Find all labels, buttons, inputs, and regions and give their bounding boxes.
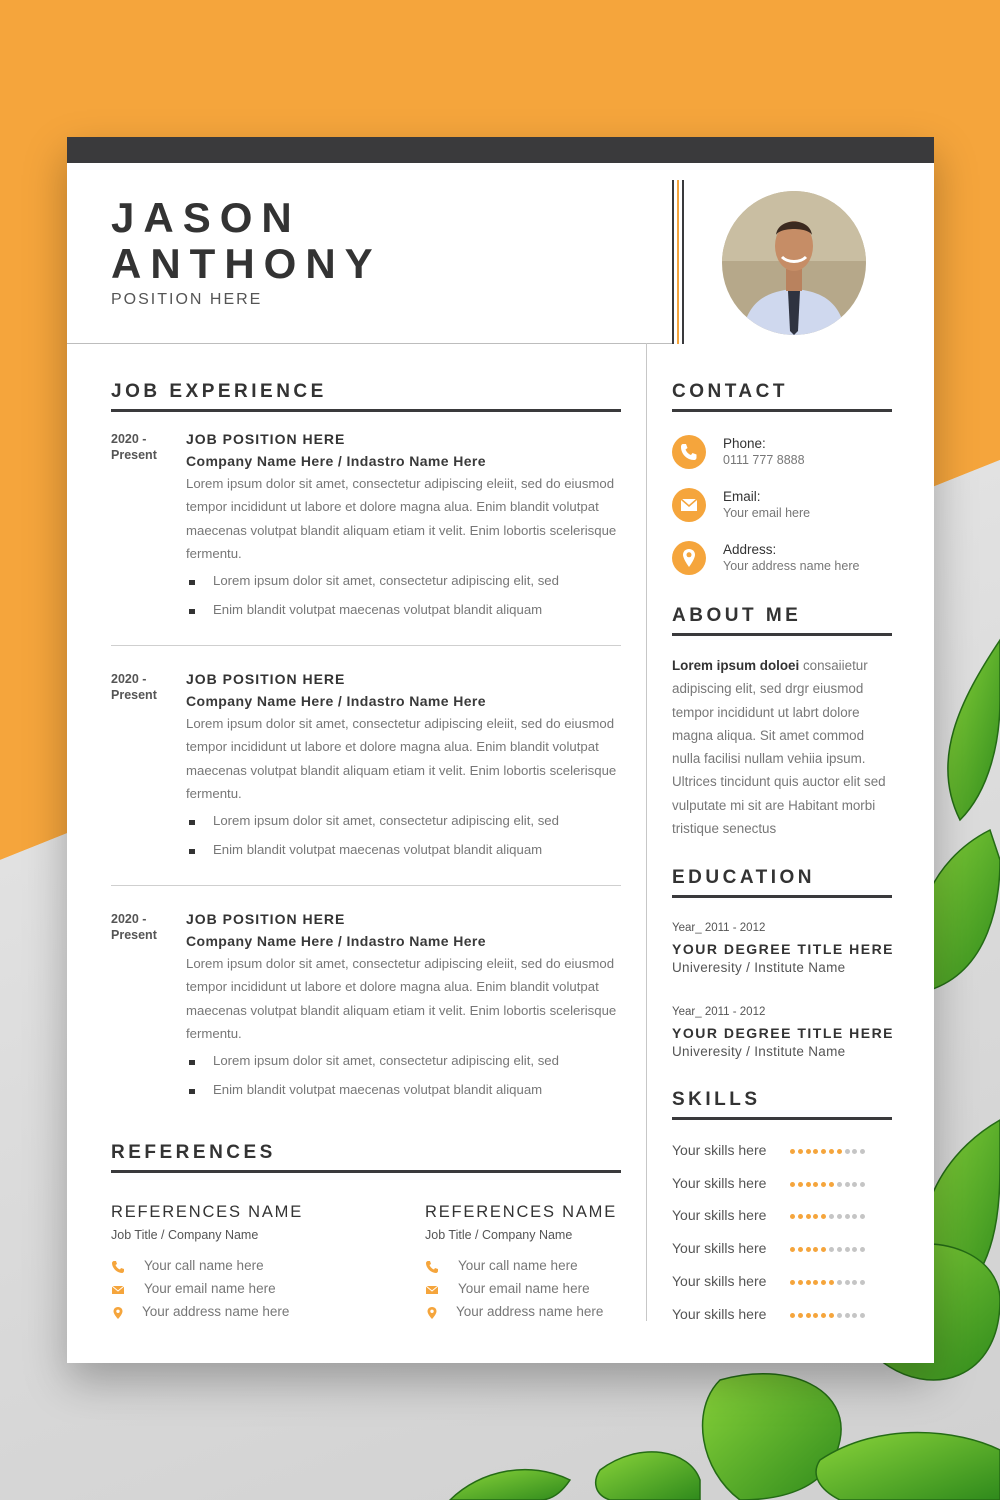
skill-name: Your skills here — [672, 1142, 767, 1158]
skill-dot — [821, 1280, 826, 1285]
skill-dot — [806, 1247, 811, 1252]
job-description: Lorem ipsum dolor sit amet, consectetur adipiscing eleiit, sed do eiusmod tempor incididunt ut labore et dolore magna alua. Enim blandit volutpat maecenas volutpat blandit aliquam etiam it velit. Enim lobortis scelerisque fermentu. — [186, 956, 617, 1042]
contact-phone-label: Phone: — [723, 436, 766, 451]
job-company: Company Name Here / Indastro Name Here — [186, 933, 486, 949]
skill-dot — [845, 1280, 850, 1285]
contact-address-label: Address: — [723, 542, 777, 557]
about-body: consaiietur adipiscing elit, sed drgr eiusmod tempor incididunt ut labrt dolore magna aliqua. Sit amet commod nulla facilisi nullam vehiia ipsum. Ultrices tincidunt quis auctor elit sed vulputate mi sit are Habitant morbi tristique senectus — [672, 658, 886, 837]
skill-dot — [860, 1214, 865, 1219]
skill-dot — [829, 1149, 834, 1154]
contact-email-label: Email: — [723, 489, 761, 504]
about-rule — [672, 633, 892, 636]
skill-dot — [790, 1247, 795, 1252]
skill-dot — [821, 1313, 826, 1318]
skill-dot — [829, 1247, 834, 1252]
skill-dot — [813, 1182, 818, 1187]
skill-dot — [821, 1214, 826, 1219]
skill-name: Your skills here — [672, 1240, 767, 1257]
skill-dot — [790, 1214, 795, 1219]
job-date: 2020 - Present — [111, 672, 157, 702]
skill-dot — [790, 1182, 795, 1187]
contact-rule — [672, 409, 892, 412]
reference-email: Your email name here — [458, 1281, 590, 1296]
column-divider — [646, 343, 647, 1321]
job-experience-heading: JOB EXPERIENCE — [111, 381, 327, 402]
skill-dot — [829, 1182, 834, 1187]
last-name: ANTHONY — [111, 240, 382, 287]
skill-dot — [837, 1182, 842, 1187]
contact-phone-value: 0111 777 8888 — [723, 453, 805, 467]
skill-name: Your skills here — [672, 1207, 767, 1224]
skill-row — [672, 1142, 882, 1160]
job-date: 2020 - Present — [111, 912, 157, 942]
phone-icon — [425, 1260, 439, 1274]
skill-dot — [845, 1247, 850, 1252]
skill-dot — [845, 1149, 850, 1154]
first-name: JASON — [111, 194, 301, 241]
skill-dot — [813, 1313, 818, 1318]
skill-dot — [806, 1313, 811, 1318]
skill-dot — [813, 1280, 818, 1285]
skill-dot — [798, 1182, 803, 1187]
top-bar — [67, 137, 934, 163]
skill-dot — [837, 1280, 842, 1285]
skill-dot — [852, 1280, 857, 1285]
education-degree: YOUR DEGREE TITLE HERE — [672, 941, 895, 957]
contact-address-value: Your address name here — [723, 559, 860, 573]
skill-dot — [860, 1313, 865, 1318]
position-title: POSITION HERE — [111, 291, 263, 308]
skill-dot — [845, 1182, 850, 1187]
profile-photo — [722, 191, 866, 335]
job-description: Lorem ipsum dolor sit amet, consectetur adipiscing eleiit, sed do eiusmod tempor incididunt ut labore et dolore magna alua. Enim blandit volutpat maecenas volutpat blandit aliquam etiam it velit. Enim lobortis scelerisque fermentu. — [186, 716, 617, 802]
skill-dot — [821, 1247, 826, 1252]
skill-dot — [790, 1280, 795, 1285]
skill-row — [672, 1207, 882, 1225]
skill-dot — [837, 1247, 842, 1252]
job-date: 2020 - Present — [111, 432, 157, 462]
skill-dot — [852, 1313, 857, 1318]
skill-dot — [845, 1313, 850, 1318]
skill-dot — [852, 1149, 857, 1154]
skill-dot — [798, 1149, 803, 1154]
skill-dot — [806, 1149, 811, 1154]
skill-dot — [829, 1280, 834, 1285]
education-heading: EDUCATION — [672, 867, 816, 888]
about-lead: Lorem ipsum doloei — [672, 658, 800, 673]
skill-dot — [798, 1214, 803, 1219]
skill-dot — [798, 1280, 803, 1285]
resume-page — [67, 137, 934, 1363]
references-heading: REFERENCES — [111, 1142, 276, 1163]
job-company: Company Name Here / Indastro Name Here — [186, 693, 486, 709]
reference-name: REFERENCES NAME — [425, 1203, 618, 1221]
skills-heading: SKILLS — [672, 1089, 761, 1110]
location-pin-icon — [425, 1306, 439, 1320]
reference-title: Job Title / Company Name — [425, 1228, 573, 1242]
job-title: JOB POSITION HERE — [186, 671, 346, 687]
education-institution: Univeresity / Institute Name — [672, 960, 846, 975]
job-title: JOB POSITION HERE — [186, 431, 346, 447]
skill-row — [672, 1306, 882, 1324]
skill-dot — [790, 1313, 795, 1318]
mail-icon — [425, 1283, 439, 1297]
education-institution: Univeresity / Institute Name — [672, 1044, 846, 1059]
skill-dot — [813, 1247, 818, 1252]
about-text — [672, 654, 894, 840]
references-rule — [111, 1170, 621, 1173]
reference-phone: Your call name here — [144, 1258, 264, 1273]
skill-dot — [798, 1247, 803, 1252]
job-bullet: Enim blandit volutpat maecenas volutpat blandit aliquam — [186, 602, 542, 617]
skill-row — [672, 1175, 882, 1193]
skill-dot — [806, 1214, 811, 1219]
skill-row — [672, 1240, 882, 1258]
skill-dot — [860, 1280, 865, 1285]
skill-name: Your skills here — [672, 1272, 767, 1289]
reference-address: Your address name here — [142, 1304, 290, 1319]
reference-title: Job Title / Company Name — [111, 1228, 259, 1242]
job-separator — [111, 645, 621, 646]
header-divider — [67, 343, 672, 344]
skill-dot — [837, 1214, 842, 1219]
job-bullet: Lorem ipsum dolor sit amet, consectetur adipiscing elit, sed — [186, 573, 559, 588]
skill-dot — [806, 1182, 811, 1187]
job-title: JOB POSITION HERE — [186, 911, 346, 927]
skill-row — [672, 1273, 882, 1291]
skill-dot — [860, 1149, 865, 1154]
skill-dot — [860, 1182, 865, 1187]
education-year: Year_ 2011 - 2012 — [672, 1006, 766, 1018]
location-pin-icon — [111, 1306, 125, 1320]
job-separator — [111, 885, 621, 886]
job-bullet: Lorem ipsum dolor sit amet, consectetur adipiscing elit, sed — [186, 813, 559, 828]
skill-dot — [852, 1247, 857, 1252]
education-year: Year_ 2011 - 2012 — [672, 922, 766, 934]
skill-name: Your skills here — [672, 1305, 767, 1322]
reference-name: REFERENCES NAME — [111, 1203, 304, 1221]
skill-dot — [798, 1313, 803, 1318]
vertical-stripes — [672, 180, 686, 344]
skill-name: Your skills here — [672, 1174, 767, 1191]
full-name — [111, 195, 382, 287]
skill-dot — [821, 1182, 826, 1187]
skill-dot — [837, 1313, 842, 1318]
skill-dot — [852, 1214, 857, 1219]
job-bullet: Enim blandit volutpat maecenas volutpat blandit aliquam — [186, 842, 542, 857]
skill-dot — [860, 1247, 865, 1252]
contact-heading: CONTACT — [672, 381, 788, 402]
reference-phone: Your call name here — [458, 1258, 578, 1273]
reference-email: Your email name here — [144, 1281, 276, 1296]
location-pin-icon — [672, 541, 706, 575]
job-company: Company Name Here / Indastro Name Here — [186, 453, 486, 469]
skill-dot — [829, 1214, 834, 1219]
skill-dot — [790, 1149, 795, 1154]
skill-dot — [829, 1313, 834, 1318]
skill-dot — [837, 1149, 842, 1154]
phone-icon — [672, 435, 706, 469]
job-description: Lorem ipsum dolor sit amet, consectetur adipiscing eleiit, sed do eiusmod tempor incididunt ut labore et dolore magna alua. Enim blandit volutpat maecenas volutpat blandit aliquam etiam it velit. Enim lobortis scelerisque fermentu. — [186, 476, 617, 562]
contact-email-value: Your email here — [723, 506, 811, 520]
reference-address: Your address name here — [456, 1304, 604, 1319]
skill-dot — [845, 1214, 850, 1219]
skill-dot — [821, 1149, 826, 1154]
mail-icon — [111, 1283, 125, 1297]
job-bullet: Enim blandit volutpat maecenas volutpat blandit aliquam — [186, 1082, 542, 1097]
job-experience-rule — [111, 409, 621, 412]
skills-rule — [672, 1117, 892, 1120]
skill-dot — [852, 1182, 857, 1187]
job-bullet: Lorem ipsum dolor sit amet, consectetur adipiscing elit, sed — [186, 1053, 559, 1068]
skill-dot — [813, 1149, 818, 1154]
skill-dot — [813, 1214, 818, 1219]
phone-icon — [111, 1260, 125, 1274]
education-rule — [672, 895, 892, 898]
skill-dot — [806, 1280, 811, 1285]
about-heading: ABOUT ME — [672, 605, 802, 626]
mail-icon — [672, 488, 706, 522]
education-degree: YOUR DEGREE TITLE HERE — [672, 1025, 895, 1041]
